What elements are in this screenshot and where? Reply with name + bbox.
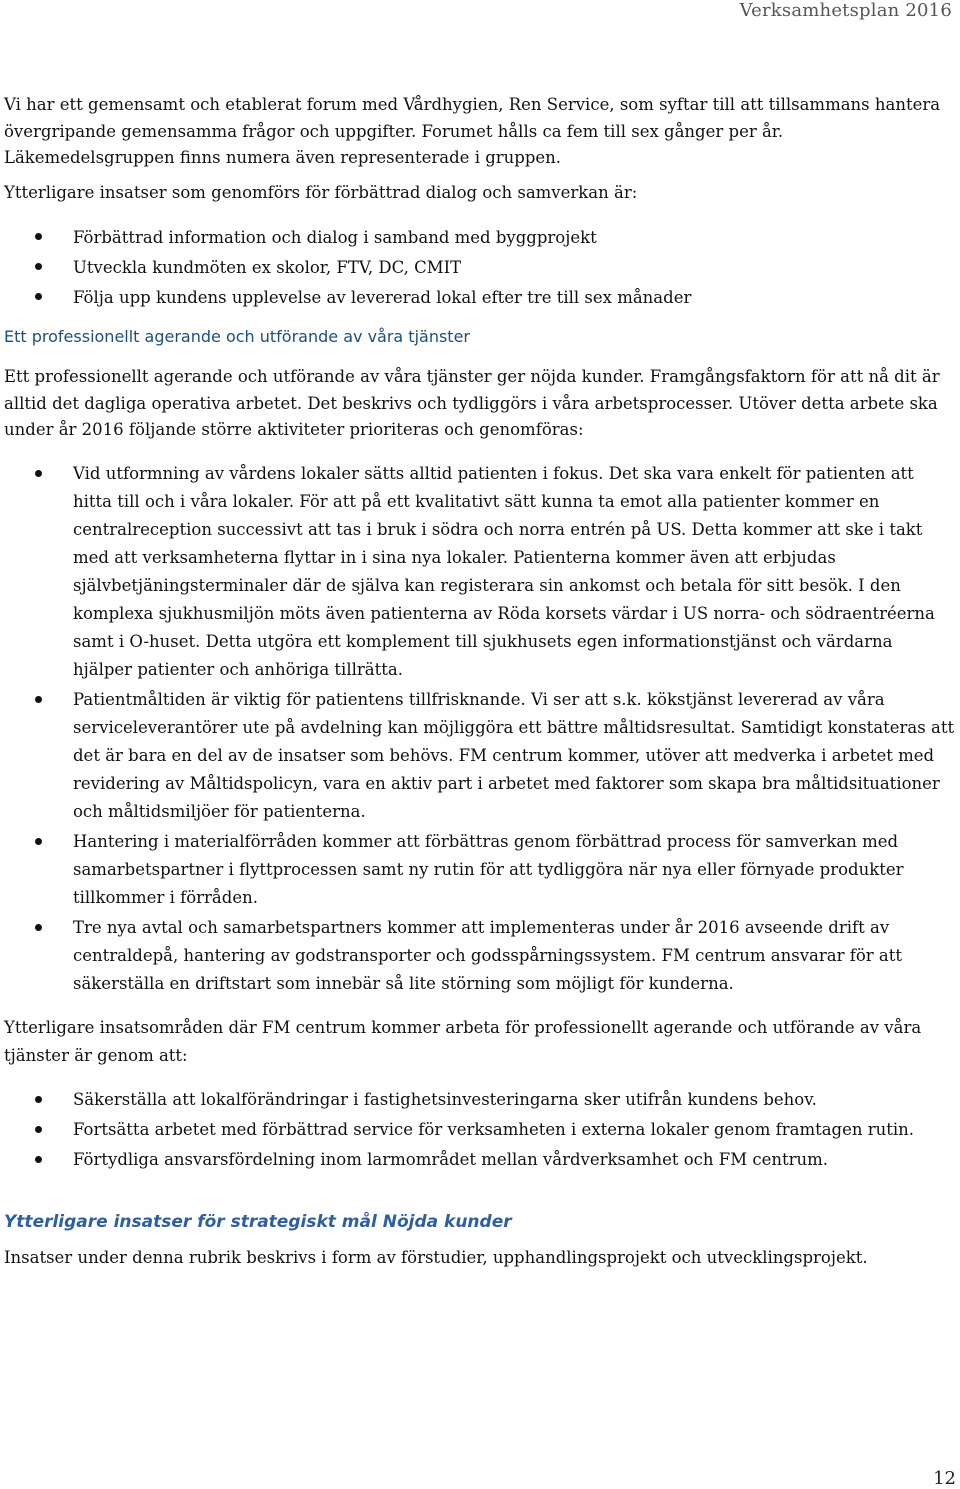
list-item: Förbättrad information och dialog i samband med byggprojekt — [4, 223, 956, 253]
list-item: Förtydliga ansvarsfördelning inom larmområdet mellan vårdverksamhet och FM centrum. — [4, 1146, 956, 1174]
list-item: Säkerställa att lokalförändringar i fastighetsinvesteringarna sker utifrån kundens behov. — [4, 1086, 956, 1114]
list-item: Tre nya avtal och samarbetspartners kommer att implementeras under år 2016 avseende drift av centraldepå, hantering av godstransporter och godsspårningssystem. FM centrum ansvarar för att säkerställa en driftstart som innebär så lite störning som möjligt för kunderna. — [4, 914, 956, 998]
activity-bullet-list — [4, 460, 956, 998]
section-heading: Ett professionellt agerande och utförande av våra tjänster — [4, 327, 470, 346]
list-item: Patientmåltiden är viktig för patientens tillfrisknande. Vi ser att s.k. kökstjänst levererad av våra serviceleverantörer ute på avdelning kan möjliggöra ett bättre måltidsresultat. Samtidigt konstateras att det är bara en del av de insatser som behövs. FM centrum kommer, utöver att medverka i arbetet med revidering av Måltidspolicyn, vara en aktiv part i arbetet med faktorer som skapa bra måltidsituationer och måltidsmiljöer för patienterna. — [4, 686, 956, 826]
intro-paragraph: Vi har ett gemensamt och etablerat forum med Vårdhygien, Ren Service, som syftar till att tillsammans hantera övergripande gemensamma frågor och uppgifter. Forumet hålls ca fem till sex gånger per år. Läkemedelsgruppen finns numera även representerade i gruppen. — [4, 95, 941, 167]
strategic-goal-paragraph: Insatser under denna rubrik beskrivs i form av förstudier, upphandlingsprojekt och utvecklingsprojekt. — [4, 1247, 868, 1267]
page-body — [4, 92, 956, 1272]
strategic-goal-heading: Ytterligare insatser för strategiskt mål Nöjda kunder — [4, 1211, 512, 1232]
list-item: Fortsätta arbetet med förbättrad service för verksamheten i externa lokaler genom framtagen rutin. — [4, 1116, 956, 1144]
list-item: Vid utformning av vårdens lokaler sätts alltid patienten i fokus. Det ska vara enkelt för patienten att hitta till och i våra lokaler. För att på ett kvalitativt sätt kunna ta emot alla patienter kommer en centralreception successivt att tas i bruk i södra och norra entrén på US. Detta kommer att ske i takt med att verksamheterna flyttar in i sina nya lokaler. Patienterna kommer även att erbjudas självbetjäningsterminaler där de själva kan registerara sin ankomst och betala för sitt besök. I den komplexa sjukhusmiljön möts även patienterna av Röda korsets värdar i US norra- och södraentréerna samt i O-huset. Detta utgöra ett komplement till sjukhusets egen informationstjänst och värdarna hjälper patienter och anhöriga tillrätta. — [4, 460, 956, 684]
page-number: 12 — [933, 1468, 956, 1489]
list-item: Utveckla kundmöten ex skolor, FTV, DC, CMIT — [4, 253, 956, 283]
list-item: Hantering i materialförråden kommer att förbättras genom förbättrad process för samverkan med samarbetspartner i flyttprocessen samt ny rutin för att tydliggöra när nya eller förnyade produkter tillkommer i förråden. — [4, 828, 956, 912]
document-header: Verksamhetsplan 2016 — [739, 0, 952, 21]
focus-bullet-list — [4, 1086, 956, 1174]
intro-lead: Ytterligare insatser som genomförs för förbättrad dialog och samverkan är: — [4, 182, 638, 202]
section-paragraph-2: Ytterligare insatsområden där FM centrum kommer arbeta för professionellt agerande och utförande av våra tjänster är genom att: — [4, 1017, 922, 1065]
section-paragraph: Ett professionellt agerande och utförande av våra tjänster ger nöjda kunder. Framgångsfaktorn för att nå dit är alltid det dagliga operativa arbetet. Det beskrivs och tydliggörs i våra arbetsprocesser. Utöver detta arbete ska under år 2016 följande större aktiviteter prioriteras och genomföras: — [4, 367, 940, 439]
list-item: Följa upp kundens upplevelse av levererad lokal efter tre till sex månader — [4, 283, 956, 313]
intro-bullet-list — [4, 223, 956, 313]
